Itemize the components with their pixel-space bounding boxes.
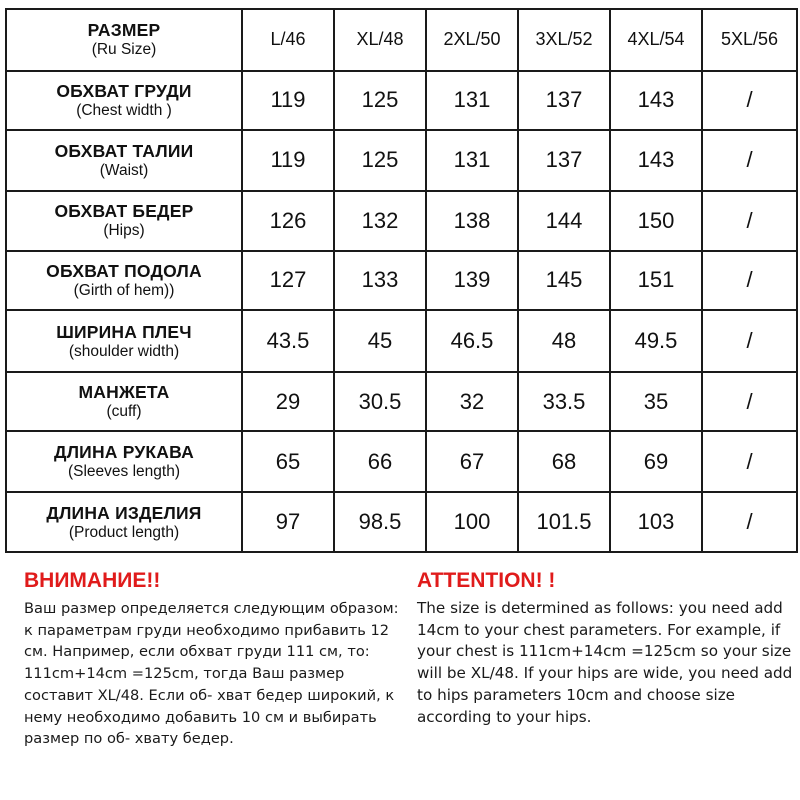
measurement-label-ru: ОБХВАТ ГРУДИ [56,80,192,101]
measurement-label-cell [6,431,242,492]
measurement-value: 32 [459,388,485,414]
measurement-label-en: (Girth of hem)) [73,281,175,299]
size-label: L/46 [270,29,306,50]
attention-note-ru [24,568,404,750]
measurement-value-cell [334,431,426,492]
measurement-value: / [746,388,753,414]
measurement-value-cell [518,130,610,191]
measurement-label-ru: ДЛИНА РУКАВА [54,442,194,463]
measurement-label-ru: ОБХВАТ ТАЛИИ [54,140,194,161]
measurement-value-cell [610,492,702,552]
measurement-value-cell [518,71,610,130]
header-row [6,9,797,71]
measurement-value: 103 [637,509,675,535]
measurement-value-cell [702,492,797,552]
size-label: 3XL/52 [535,29,593,50]
size-chart-table [5,8,798,553]
measurement-value-cell [518,191,610,251]
size-header-cell [518,9,610,71]
measurement-value: 132 [361,207,399,233]
measurement-value-cell [334,492,426,552]
measurement-value: / [746,448,753,474]
size-label: XL/48 [356,29,404,50]
attention-note-en [417,568,800,728]
measurement-value: 127 [269,267,307,293]
measurement-label-cell [6,251,242,311]
measurement-value: 100 [453,509,491,535]
measurement-value: 65 [275,448,301,474]
measurement-value-cell [334,130,426,191]
size-header-cell [610,9,702,71]
measurement-value: 138 [453,207,491,233]
measurement-value: / [746,147,753,173]
measurement-value: 43.5 [266,328,310,354]
header-label-cell [6,9,242,71]
measurement-value: 98.5 [358,509,402,535]
measurement-label-en: (Waist) [99,161,149,179]
measurement-label-en: (Chest width ) [76,101,172,119]
measurement-value: 125 [361,147,399,173]
measurement-value-cell [518,310,610,372]
measurement-label-cell [6,130,242,191]
measurement-label-cell [6,492,242,552]
measurement-value: 143 [637,87,675,113]
measurement-row [6,191,797,251]
measurement-label-en: (Sleeves length) [67,463,180,481]
measurement-value-cell [518,492,610,552]
measurement-value-cell [426,191,518,251]
measurement-value-cell [242,130,334,191]
measurement-value-cell [426,431,518,492]
measurement-value: 143 [637,147,675,173]
measurement-value: / [746,267,753,293]
measurement-value: 49.5 [634,328,678,354]
measurement-value-cell [702,372,797,431]
measurement-value: 131 [453,147,491,173]
measurement-label-ru: ОБХВАТ БЕДЕР [54,201,194,222]
measurement-value-cell [426,310,518,372]
measurement-value: 101.5 [536,509,592,535]
measurement-value: 131 [453,87,491,113]
measurement-label-ru: ШИРИНА ПЛЕЧ [56,321,192,342]
measurement-label-cell [6,71,242,130]
measurement-value: / [746,87,753,113]
measurement-value-cell [242,431,334,492]
measurement-value-cell [426,130,518,191]
measurement-value-cell [242,191,334,251]
size-chart-body [6,9,797,552]
measurement-value: 46.5 [450,328,494,354]
attention-text-ru: Ваш размер определяется следующим образом: к параметрам груди необходимо прибавить 12 см. Например, если обхват груди 111 см, то: 111cm+14cm =125cm, тогда Ваш размер составит XL/48. Если об- хват бедер широкий, к нему необходимо добавить 10 см и выбирать размер по об- хвату бедер. [24,600,399,748]
measurement-value: 137 [545,147,583,173]
measurement-row [6,130,797,191]
measurement-label-ru: ДЛИНА ИЗДЕЛИЯ [46,502,202,523]
size-header-cell [702,9,797,71]
measurement-value-cell [702,130,797,191]
measurement-value: 33.5 [542,388,586,414]
measurement-label-en: (shoulder width) [68,342,180,360]
measurement-value: 67 [459,448,485,474]
measurement-value: 30.5 [358,388,402,414]
measurement-value-cell [610,372,702,431]
measurement-value-cell [518,251,610,311]
measurement-value-cell [334,191,426,251]
measurement-value: 150 [637,207,675,233]
measurement-value-cell [702,251,797,311]
measurement-label-en: (Product length) [68,523,180,541]
measurement-value-cell [610,191,702,251]
attention-title-en: ATTENTION! ! [417,569,556,592]
measurement-value-cell [426,372,518,431]
measurement-value: 66 [367,448,393,474]
measurement-row [6,492,797,552]
measurement-value: / [746,328,753,354]
measurement-label-ru: МАНЖЕТА [78,382,170,403]
measurement-value: 68 [551,448,577,474]
measurement-value-cell [702,310,797,372]
measurement-value-cell [242,372,334,431]
measurement-value: 151 [637,267,675,293]
measurement-value-cell [334,372,426,431]
measurement-value-cell [610,71,702,130]
measurement-value: 97 [275,509,301,535]
measurement-label-cell [6,372,242,431]
measurement-value: 29 [275,388,301,414]
measurement-row [6,251,797,311]
measurement-value: 133 [361,267,399,293]
measurement-label-en: (Hips) [103,222,145,240]
measurement-value-cell [334,251,426,311]
measurement-value-cell [242,310,334,372]
size-label: 2XL/50 [443,29,501,50]
header-label-en: (Ru Size) [91,41,157,59]
measurement-value: 119 [270,87,306,113]
measurement-value-cell [334,310,426,372]
measurement-value-cell [702,431,797,492]
measurement-value: 144 [545,207,583,233]
measurement-value: / [746,509,753,535]
measurement-value-cell [426,71,518,130]
size-label: 4XL/54 [627,29,685,50]
header-label-ru: РАЗМЕР [87,20,161,41]
measurement-row [6,310,797,372]
measurement-row [6,372,797,431]
measurement-value-cell [610,251,702,311]
measurement-value-cell [702,191,797,251]
measurement-row [6,431,797,492]
attention-title-ru: ВНИМАНИЕ!! [24,569,161,592]
measurement-value-cell [426,251,518,311]
size-header-cell [426,9,518,71]
measurement-row [6,71,797,130]
measurement-value: 145 [545,267,583,293]
measurement-value-cell [518,372,610,431]
measurement-value: 139 [453,267,491,293]
size-header-cell [334,9,426,71]
measurement-label-cell [6,310,242,372]
measurement-value: 119 [270,147,306,173]
measurement-value: / [746,207,753,233]
measurement-label-cell [6,191,242,251]
measurement-value-cell [610,130,702,191]
attention-text-en: The size is determined as follows: you need add 14cm to your chest parameters. For example, if your chest is 111cm+14cm =125cm so your size will be XL/48. If your hips are wide, you need add to hips parameters 10cm and choose size according to your hips. [417,599,793,726]
measurement-value-cell [242,492,334,552]
size-header-cell [242,9,334,71]
measurement-value: 137 [545,87,583,113]
measurement-value-cell [518,431,610,492]
size-label: 5XL/56 [720,29,779,50]
measurement-value-cell [334,71,426,130]
measurement-value-cell [702,71,797,130]
measurement-value-cell [610,310,702,372]
measurement-value-cell [610,431,702,492]
measurement-value-cell [242,251,334,311]
measurement-value-cell [426,492,518,552]
measurement-label-en: (cuff) [106,403,142,421]
measurement-label-ru: ОБХВАТ ПОДОЛА [46,260,202,281]
measurement-value: 48 [551,328,577,354]
measurement-value: 69 [643,448,669,474]
measurement-value: 126 [269,207,307,233]
measurement-value: 35 [643,388,669,414]
measurement-value: 45 [367,328,393,354]
measurement-value-cell [242,71,334,130]
measurement-value: 125 [361,87,399,113]
